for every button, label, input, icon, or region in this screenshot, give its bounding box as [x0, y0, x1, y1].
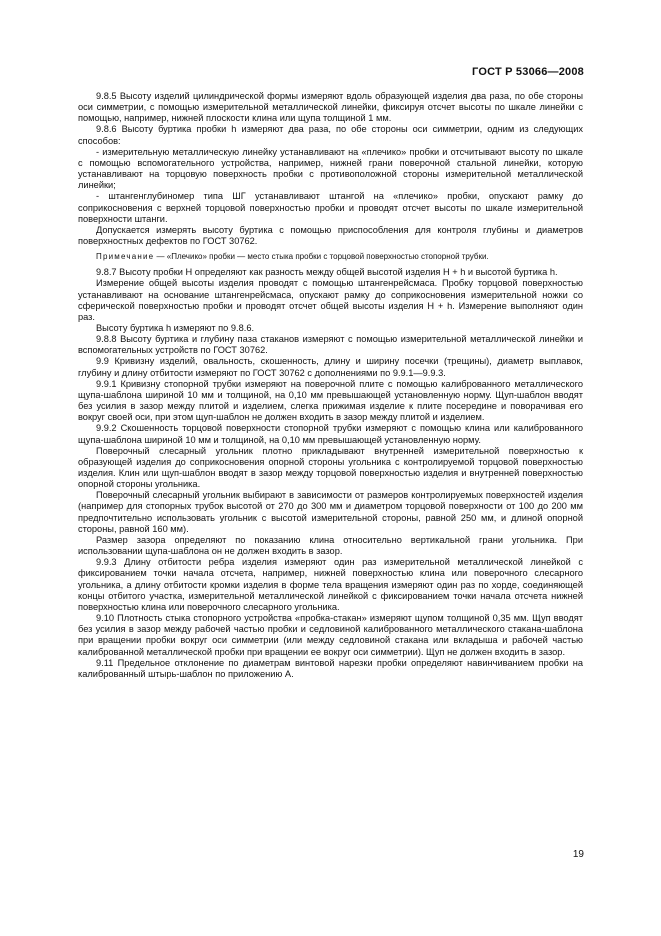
- page-number: 19: [572, 849, 584, 860]
- paragraph-9-8-8: 9.8.8 Высоту буртика и глубину паза стаканов измеряют с помощью измерительной металлической линейки и вспомогательных устройств по ГОСТ 30762.: [78, 334, 583, 356]
- paragraph-total-height: Измерение общей высоты изделия проводят с помощью штангенрейсмаса. Пробку торцовой поверхностью устанавливают на основание штангенрейсмаса, опускают рамку до соприкосновения измерительной ножки со сферической поверхностью пробки и проводят отсчет общей высоты изделия H + h. Измерение выполняют один раз.: [78, 278, 583, 322]
- paragraph-9-9: 9.9 Кривизну изделий, овальность, скошенность, длину и ширину посечки (трещины), диаметр выплавок, глубину и длину отбитости измеряют по ГОСТ 30762 с дополнениями по 9.9.1—9.9.3.: [78, 356, 583, 378]
- paragraph-9-9-3: 9.9.3 Длину отбитости ребра изделия измеряют один раз измерительной металлической линейкой с фиксированием точки начала отсчета, например, нижней поверхностью клина или поверочного слесарного угольника, а длину отбитости кромки изделия в форме тела вращения измеряют один раз по хорде, соединяющей концы отбитого участка, измерительной металлической линейкой с фиксированием точки начала отсчета нижней поверхностью клина или поверочного слесарного угольника.: [78, 557, 583, 612]
- paragraph-square-apply: Поверочный слесарный угольник плотно прикладывают внутренней измерительной поверхностью к образующей изделия до соприкосновения опорной стороны угольника с контролируемой торцовой поверхностью изделия. Клин или щуп-шаблон вводят в зазор между торцовой поверхностью изделия и внутренней поверхностью опорной стороны угольника.: [78, 445, 583, 490]
- paragraph-gap-size: Размер зазора определяют по показанию клина относительно вертикальной грани угольника. При использовании щупа-шаблона он не должен входить в зазор.: [78, 534, 583, 557]
- paragraph-9-8-5: 9.8.5 Высоту изделий цилиндрической формы измеряют вдоль образующей изделия два раза, по обе стороны оси симметрии, с помощью измерительной металлической линейки, фиксируя отсчет высоты по шкале линейки с помощью, например, нижней плоскости клина или щупа толщиной 1 мм.: [78, 91, 583, 124]
- note-text: — «Плечико» пробки — место стыка пробки с торцовой поверхностью стопорной трубки.: [154, 252, 489, 262]
- paragraph-9-10: 9.10 Плотность стыка стопорного устройства «пробка-стакан» измеряют щупом толщиной 0,35 мм. Щуп вводят без усилия в зазор между рабочей частью пробки и седловиной калиброванного металлического стакана-шаблона при вращении пробки вокруг оси симметрии (или между седловиной стакана или вкладыша и рабочей частью калиброванной металлической пробки при вращении ее вокруг оси симметрии). Щуп не должен входить в зазор.: [78, 613, 583, 657]
- paragraph-9-8-6: 9.8.6 Высоту буртика пробки h измеряют два раза, по обе стороны оси симметрии, одним из следующих способов:: [78, 124, 583, 146]
- body-text: [78, 91, 583, 680]
- paragraph-9-9-1: 9.9.1 Кривизну стопорной трубки измеряют на поверочной плите с помощью калиброванного металлического щупа-шаблона шириной 10 мм и толщиной, на 0,10 мм превышающей установленную норму. Щуп-шаблон вводят без усилия в зазор между плитой и изделием, слегка прижимая изделие к плите посередине и поворачивая его вокруг своей оси, при этом щуп-шаблон не должен входить в зазор между плитой и изделием.: [78, 378, 583, 423]
- standard-header: ГОСТ Р 53066—2008: [472, 66, 584, 78]
- list-item-depth-gauge: - штангенглубиномер типа ШГ устанавливают штангой на «плечико» пробки, опускают рамку до соприкосновения с верхней торцовой поверхностью пробки и проводят отсчет высоты по шкале измерительной поверхности штанги.: [78, 191, 583, 224]
- paragraph-9-11: 9.11 Предельное отклонение по диаметрам винтовой нарезки пробки определяют навинчиванием пробки на калиброванный штырь-шаблон по приложению А.: [78, 657, 583, 679]
- paragraph-collar-height: Высоту буртика h измеряют по 9.8.6.: [96, 322, 255, 333]
- note: [78, 251, 583, 263]
- paragraph-9-9-2: 9.9.2 Скошенность торцовой поверхности стопорной трубки измеряют с помощью клина или калиброванного щупа-шаблона шириной 10 мм и толщиной, на 0,10 мм превышающей установленную норму.: [78, 423, 583, 445]
- note-label: Примечание: [96, 252, 155, 262]
- paragraph-allowed-tool: Допускается измерять высоту буртика с помощью приспособления для контроля глубины и диаметров поверхностных дефектов по ГОСТ 30762.: [78, 224, 583, 247]
- list-item-ruler: - измерительную металлическую линейку устанавливают на «плечико» пробки и отсчитывают высоту по шкале с помощью вспомогательного устройства, например, нижней грани поверочной стальной линейки, которую устанавливают на торцовую поверхность пробки с противоположной стороны измерительной металлической линейки;: [78, 146, 583, 191]
- paragraph-9-8-7: 9.8.7 Высоту пробки H определяют как разность между общей высотой изделия H + h и высотой буртика h.: [96, 267, 558, 278]
- paragraph-square-select: Поверочный слесарный угольник выбирают в зависимости от размеров контролируемых поверхностей изделия (например для стопорных трубок высотой от 270 до 300 мм и диаметром торцовой поверхности от 100 до 200 мм предпочтительно использовать угольник с высотой измерительной стороны, равной 250 мм, и длиной опорной стороны, равной 160 мм).: [78, 490, 583, 534]
